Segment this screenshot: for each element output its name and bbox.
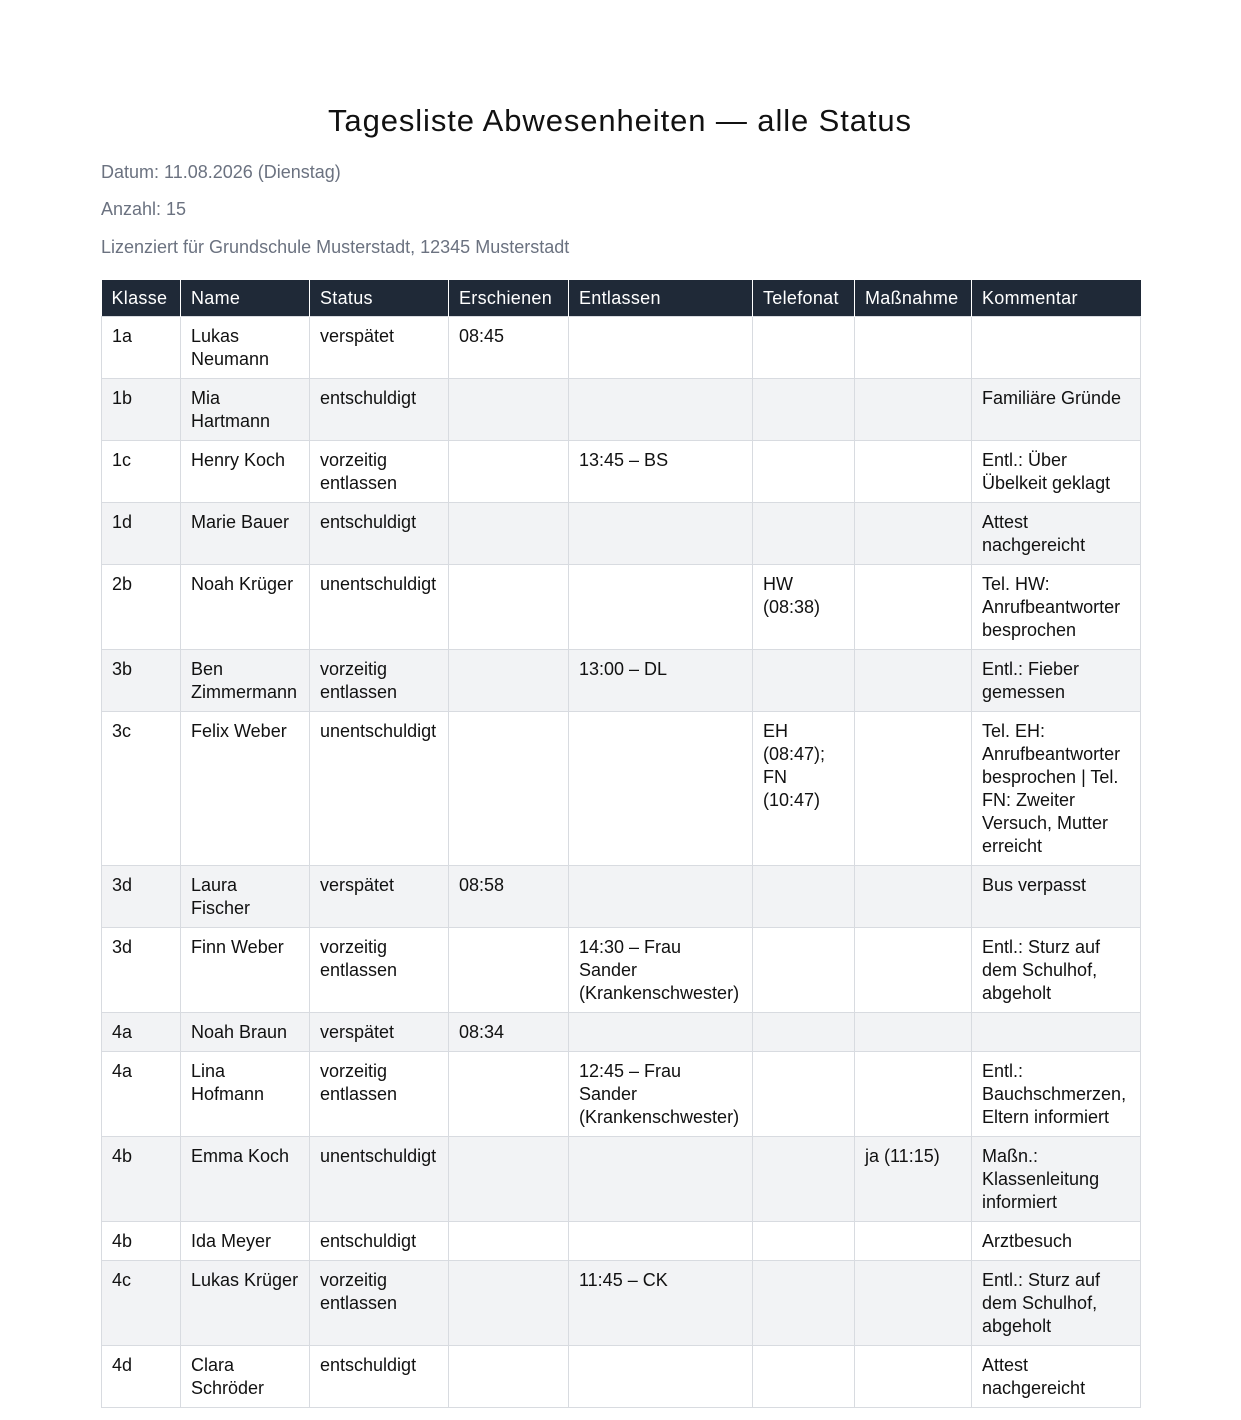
cell-massnahme — [855, 712, 972, 866]
table-row — [102, 928, 1141, 1013]
cell-massnahme — [855, 1222, 972, 1261]
cell-name: Clara Schröder — [181, 1346, 310, 1408]
cell-erschienen — [449, 1222, 569, 1261]
cell-status: entschuldigt — [310, 503, 449, 565]
count-line: Anzahl: 15 — [101, 199, 187, 219]
header-entlassen: Entlassen — [569, 280, 753, 317]
cell-entlassen: 14:30 – Frau Sander (Krankenschwester) — [569, 928, 753, 1013]
table-row — [102, 712, 1141, 866]
cell-telefonat: EH (08:47); FN (10:47) — [753, 712, 855, 866]
cell-status: unentschuldigt — [310, 565, 449, 650]
cell-entlassen — [569, 866, 753, 928]
cell-telefonat — [753, 1137, 855, 1222]
cell-klasse: 4b — [102, 1137, 181, 1222]
header-erschienen: Erschienen — [449, 280, 569, 317]
cell-telefonat — [753, 866, 855, 928]
cell-kommentar — [972, 1013, 1141, 1052]
cell-entlassen — [569, 379, 753, 441]
cell-entlassen — [569, 1013, 753, 1052]
cell-kommentar: Maßn.: Klassenleitung informiert — [972, 1137, 1141, 1222]
cell-kommentar: Entl.: Fieber gemessen — [972, 650, 1141, 712]
cell-status: verspätet — [310, 317, 449, 379]
cell-kommentar: Entl.: Sturz auf dem Schulhof, abgeholt — [972, 928, 1141, 1013]
cell-telefonat — [753, 1052, 855, 1137]
header-telefonat: Telefonat — [753, 280, 855, 317]
cell-erschienen: 08:58 — [449, 866, 569, 928]
cell-massnahme — [855, 1261, 972, 1346]
cell-telefonat — [753, 650, 855, 712]
table-row — [102, 1052, 1141, 1137]
cell-kommentar: Familiäre Gründe — [972, 379, 1141, 441]
cell-erschienen — [449, 503, 569, 565]
cell-erschienen — [449, 1346, 569, 1408]
cell-name: Ida Meyer — [181, 1222, 310, 1261]
cell-name: Emma Koch — [181, 1137, 310, 1222]
cell-massnahme — [855, 866, 972, 928]
page-title: Tagesliste Abwesenheiten — alle Status — [328, 103, 912, 138]
date-line: Datum: 11.08.2026 (Dienstag) — [101, 162, 341, 182]
cell-entlassen — [569, 1137, 753, 1222]
table-row — [102, 317, 1141, 379]
cell-klasse: 4b — [102, 1222, 181, 1261]
cell-erschienen — [449, 1261, 569, 1346]
cell-entlassen — [569, 503, 753, 565]
table-row — [102, 650, 1141, 712]
license-line: Lizenziert für Grundschule Musterstadt, 12345 Musterstadt — [101, 237, 570, 257]
cell-status: entschuldigt — [310, 1222, 449, 1261]
cell-erschienen — [449, 1137, 569, 1222]
cell-massnahme: ja (11:15) — [855, 1137, 972, 1222]
cell-massnahme — [855, 503, 972, 565]
cell-klasse: 1b — [102, 379, 181, 441]
cell-entlassen: 13:45 – BS — [569, 441, 753, 503]
cell-kommentar: Entl.: Bauchschmerzen, Eltern informiert — [972, 1052, 1141, 1137]
cell-entlassen: 12:45 – Frau Sander (Krankenschwester) — [569, 1052, 753, 1137]
cell-kommentar: Attest nachgereicht — [972, 1346, 1141, 1408]
cell-name: Marie Bauer — [181, 503, 310, 565]
cell-name: Felix Weber — [181, 712, 310, 866]
header-name: Name — [181, 280, 310, 317]
table-row — [102, 1013, 1141, 1052]
cell-kommentar: Entl.: Sturz auf dem Schulhof, abgeholt — [972, 1261, 1141, 1346]
table-row — [102, 1346, 1141, 1408]
cell-kommentar: Arztbesuch — [972, 1222, 1141, 1261]
cell-telefonat — [753, 317, 855, 379]
cell-name: Laura Fischer — [181, 866, 310, 928]
table-row — [102, 565, 1141, 650]
cell-kommentar: Entl.: Über Übelkeit geklagt — [972, 441, 1141, 503]
cell-klasse: 1d — [102, 503, 181, 565]
cell-erschienen — [449, 712, 569, 866]
cell-name: Lukas Krüger — [181, 1261, 310, 1346]
cell-telefonat — [753, 1346, 855, 1408]
cell-kommentar: Attest nachgereicht — [972, 503, 1141, 565]
cell-status: vorzeitig entlassen — [310, 1261, 449, 1346]
cell-status: vorzeitig entlassen — [310, 441, 449, 503]
cell-name: Ben Zimmermann — [181, 650, 310, 712]
cell-name: Mia Hartmann — [181, 379, 310, 441]
cell-entlassen — [569, 317, 753, 379]
cell-telefonat — [753, 379, 855, 441]
header-massnahme: Maßnahme — [855, 280, 972, 317]
table-header-row — [102, 280, 1141, 317]
cell-status: unentschuldigt — [310, 1137, 449, 1222]
cell-telefonat — [753, 441, 855, 503]
cell-status: entschuldigt — [310, 1346, 449, 1408]
cell-klasse: 4d — [102, 1346, 181, 1408]
cell-erschienen — [449, 928, 569, 1013]
table-row — [102, 866, 1141, 928]
cell-erschienen: 08:34 — [449, 1013, 569, 1052]
header-status: Status — [310, 280, 449, 317]
cell-klasse: 3c — [102, 712, 181, 866]
table-body — [102, 317, 1141, 1408]
cell-status: entschuldigt — [310, 379, 449, 441]
cell-massnahme — [855, 379, 972, 441]
table-row — [102, 441, 1141, 503]
header-kommentar: Kommentar — [972, 280, 1141, 317]
cell-entlassen — [569, 712, 753, 866]
cell-telefonat — [753, 1013, 855, 1052]
cell-klasse: 4a — [102, 1013, 181, 1052]
cell-entlassen — [569, 565, 753, 650]
cell-status: verspätet — [310, 1013, 449, 1052]
cell-name: Noah Krüger — [181, 565, 310, 650]
cell-erschienen — [449, 1052, 569, 1137]
cell-telefonat — [753, 503, 855, 565]
cell-erschienen — [449, 379, 569, 441]
cell-klasse: 3d — [102, 928, 181, 1013]
header-klasse: Klasse — [102, 280, 181, 317]
cell-status: vorzeitig entlassen — [310, 650, 449, 712]
table-row — [102, 1222, 1141, 1261]
cell-name: Noah Braun — [181, 1013, 310, 1052]
cell-status: verspätet — [310, 866, 449, 928]
table-row — [102, 1137, 1141, 1222]
cell-entlassen — [569, 1222, 753, 1261]
cell-kommentar: Tel. EH: Anrufbeantworter besprochen | Tel. FN: Zweiter Versuch, Mutter erreicht — [972, 712, 1141, 866]
cell-telefonat — [753, 928, 855, 1013]
cell-name: Lukas Neumann — [181, 317, 310, 379]
cell-erschienen: 08:45 — [449, 317, 569, 379]
cell-telefonat: HW (08:38) — [753, 565, 855, 650]
table-row — [102, 503, 1141, 565]
cell-name: Lina Hofmann — [181, 1052, 310, 1137]
cell-massnahme — [855, 1346, 972, 1408]
cell-erschienen — [449, 650, 569, 712]
cell-erschienen — [449, 441, 569, 503]
cell-telefonat — [753, 1222, 855, 1261]
cell-klasse: 4a — [102, 1052, 181, 1137]
cell-entlassen — [569, 1346, 753, 1408]
cell-massnahme — [855, 650, 972, 712]
cell-erschienen — [449, 565, 569, 650]
cell-status: vorzeitig entlassen — [310, 1052, 449, 1137]
cell-klasse: 1c — [102, 441, 181, 503]
cell-kommentar: Tel. HW: Anrufbeantworter besprochen — [972, 565, 1141, 650]
cell-massnahme — [855, 1052, 972, 1137]
cell-massnahme — [855, 565, 972, 650]
cell-massnahme — [855, 317, 972, 379]
cell-name: Henry Koch — [181, 441, 310, 503]
table-row — [102, 379, 1141, 441]
cell-entlassen: 13:00 – DL — [569, 650, 753, 712]
absence-table — [101, 280, 1141, 1408]
cell-kommentar: Bus verpasst — [972, 866, 1141, 928]
cell-status: vorzeitig entlassen — [310, 928, 449, 1013]
cell-klasse: 2b — [102, 565, 181, 650]
cell-klasse: 3d — [102, 866, 181, 928]
table-row — [102, 1261, 1141, 1346]
cell-massnahme — [855, 441, 972, 503]
cell-massnahme — [855, 928, 972, 1013]
cell-massnahme — [855, 1013, 972, 1052]
cell-klasse: 1a — [102, 317, 181, 379]
cell-status: unentschuldigt — [310, 712, 449, 866]
cell-name: Finn Weber — [181, 928, 310, 1013]
cell-klasse: 4c — [102, 1261, 181, 1346]
cell-klasse: 3b — [102, 650, 181, 712]
cell-entlassen: 11:45 – CK — [569, 1261, 753, 1346]
cell-kommentar — [972, 317, 1141, 379]
cell-telefonat — [753, 1261, 855, 1346]
